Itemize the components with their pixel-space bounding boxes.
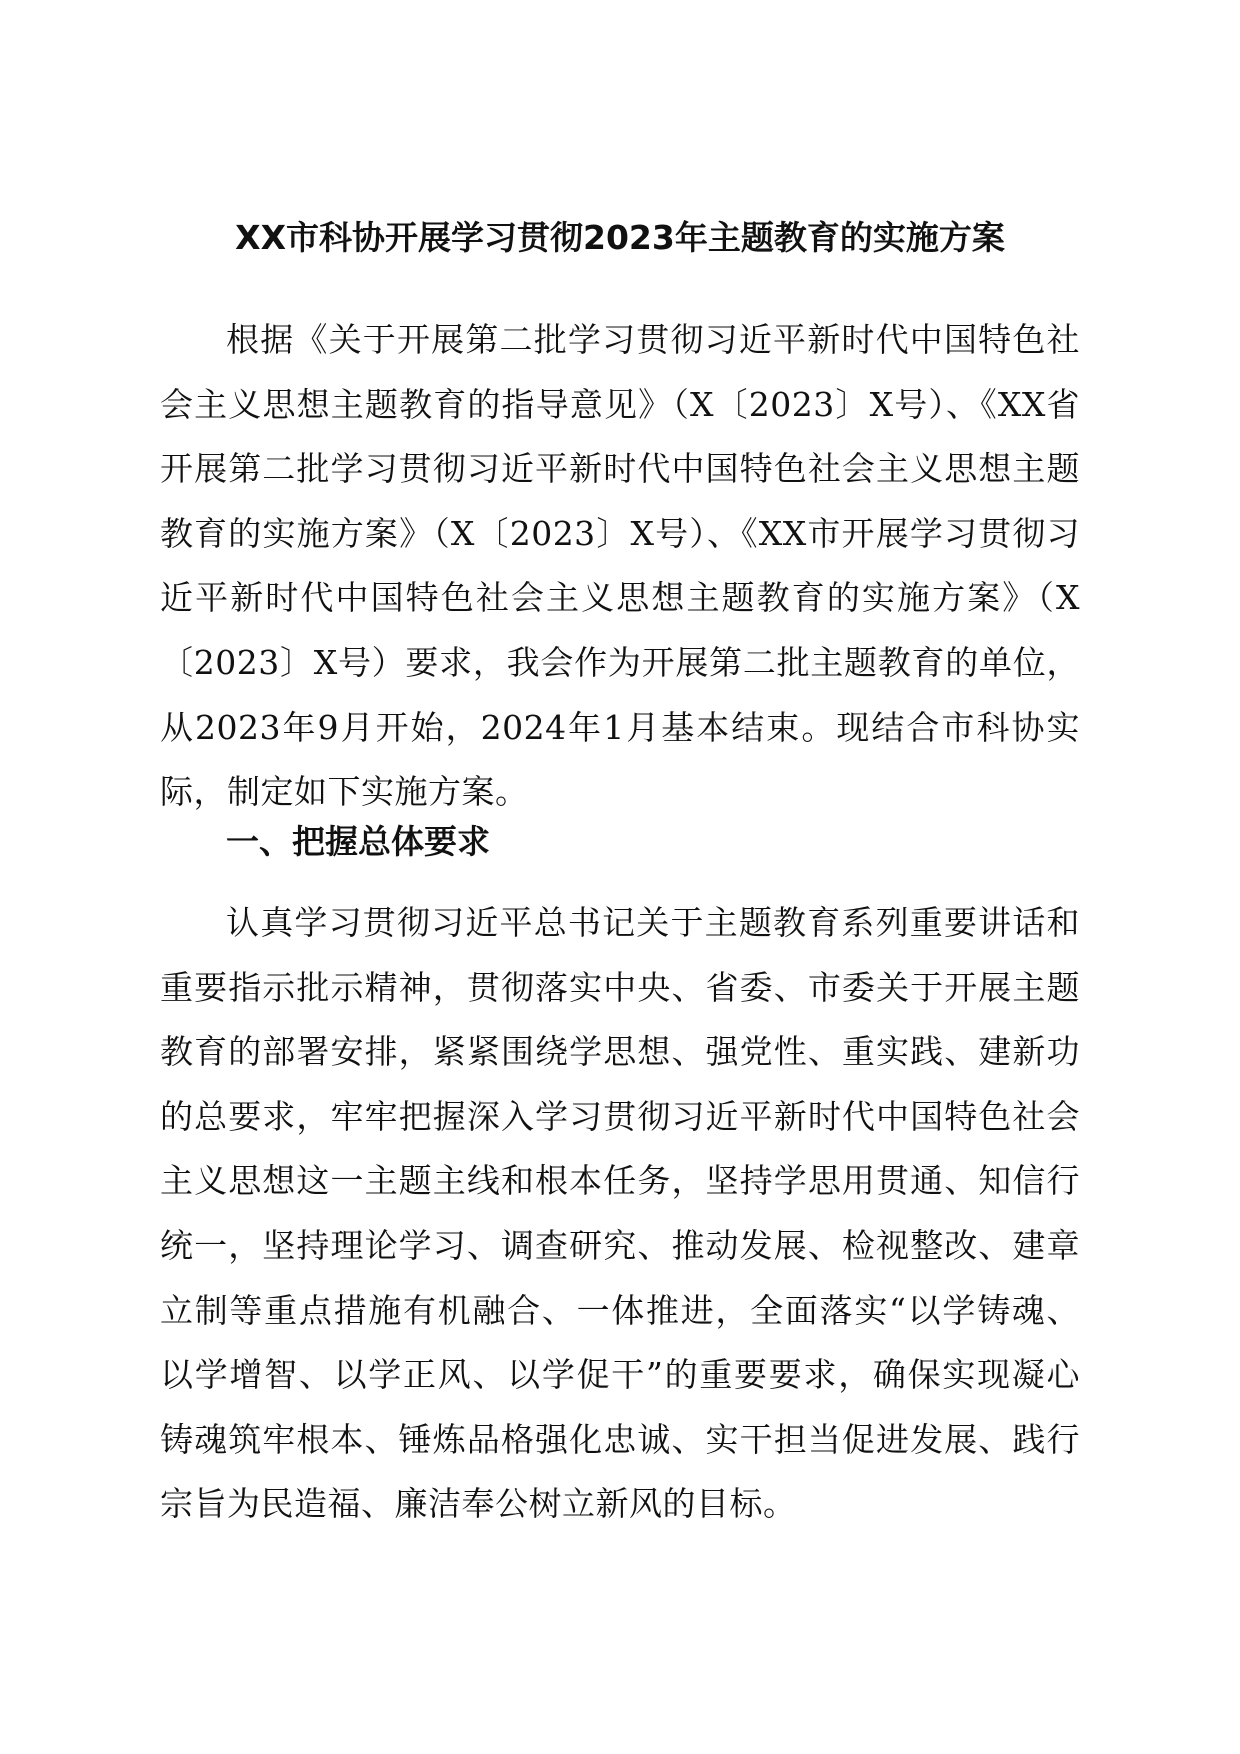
section-heading: 一、把握总体要求 <box>226 822 490 861</box>
intro-paragraph: 根据《关于开展第二批学习贯彻习近平新时代中国特色社会主义思想主题教育的指导意见》（X〔2023〕X号）、《XX省开展第二批学习贯彻习近平新时代中国特色社会主义思想主题教育的实施方案》（X〔2023〕X号）、《XX市开展学习贯彻习近平新时代中国特色社会主义思想主题教育的实施方案》（X〔2023〕X号）要求，我会作为开展第二批主题教育的单位，从2023年9月开始，2024年1月基本结束。现结合市科协实际，制定如下实施方案。 <box>160 320 1080 812</box>
requirements-paragraph: 认真学习贯彻习近平总书记关于主题教育系列重要讲话和重要指示批示精神，贯彻落实中央、省委、市委关于开展主题教育的部署安排，紧紧围绕学思想、强党性、重实践、建新功的总要求，牢牢把握深入学习贯彻习近平新时代中国特色社会主义思想这一主题主线和根本任务，坚持学思用贯通、知信行统一，坚持理论学习、调查研究、推动发展、检视整改、建章立制等重点措施有机融合、一体推进，全面落实“以学铸魂、以学增智、以学正风、以学促干”的重要要求，确保实现凝心铸魂筑牢根本、锤炼品格强化忠诚、实干担当促进发展、践行宗旨为民造福、廉洁奉公树立新风的目标。 <box>160 903 1080 1524</box>
document-title: XX市科协开展学习贯彻2023年主题教育的实施方案 <box>235 218 1005 257</box>
